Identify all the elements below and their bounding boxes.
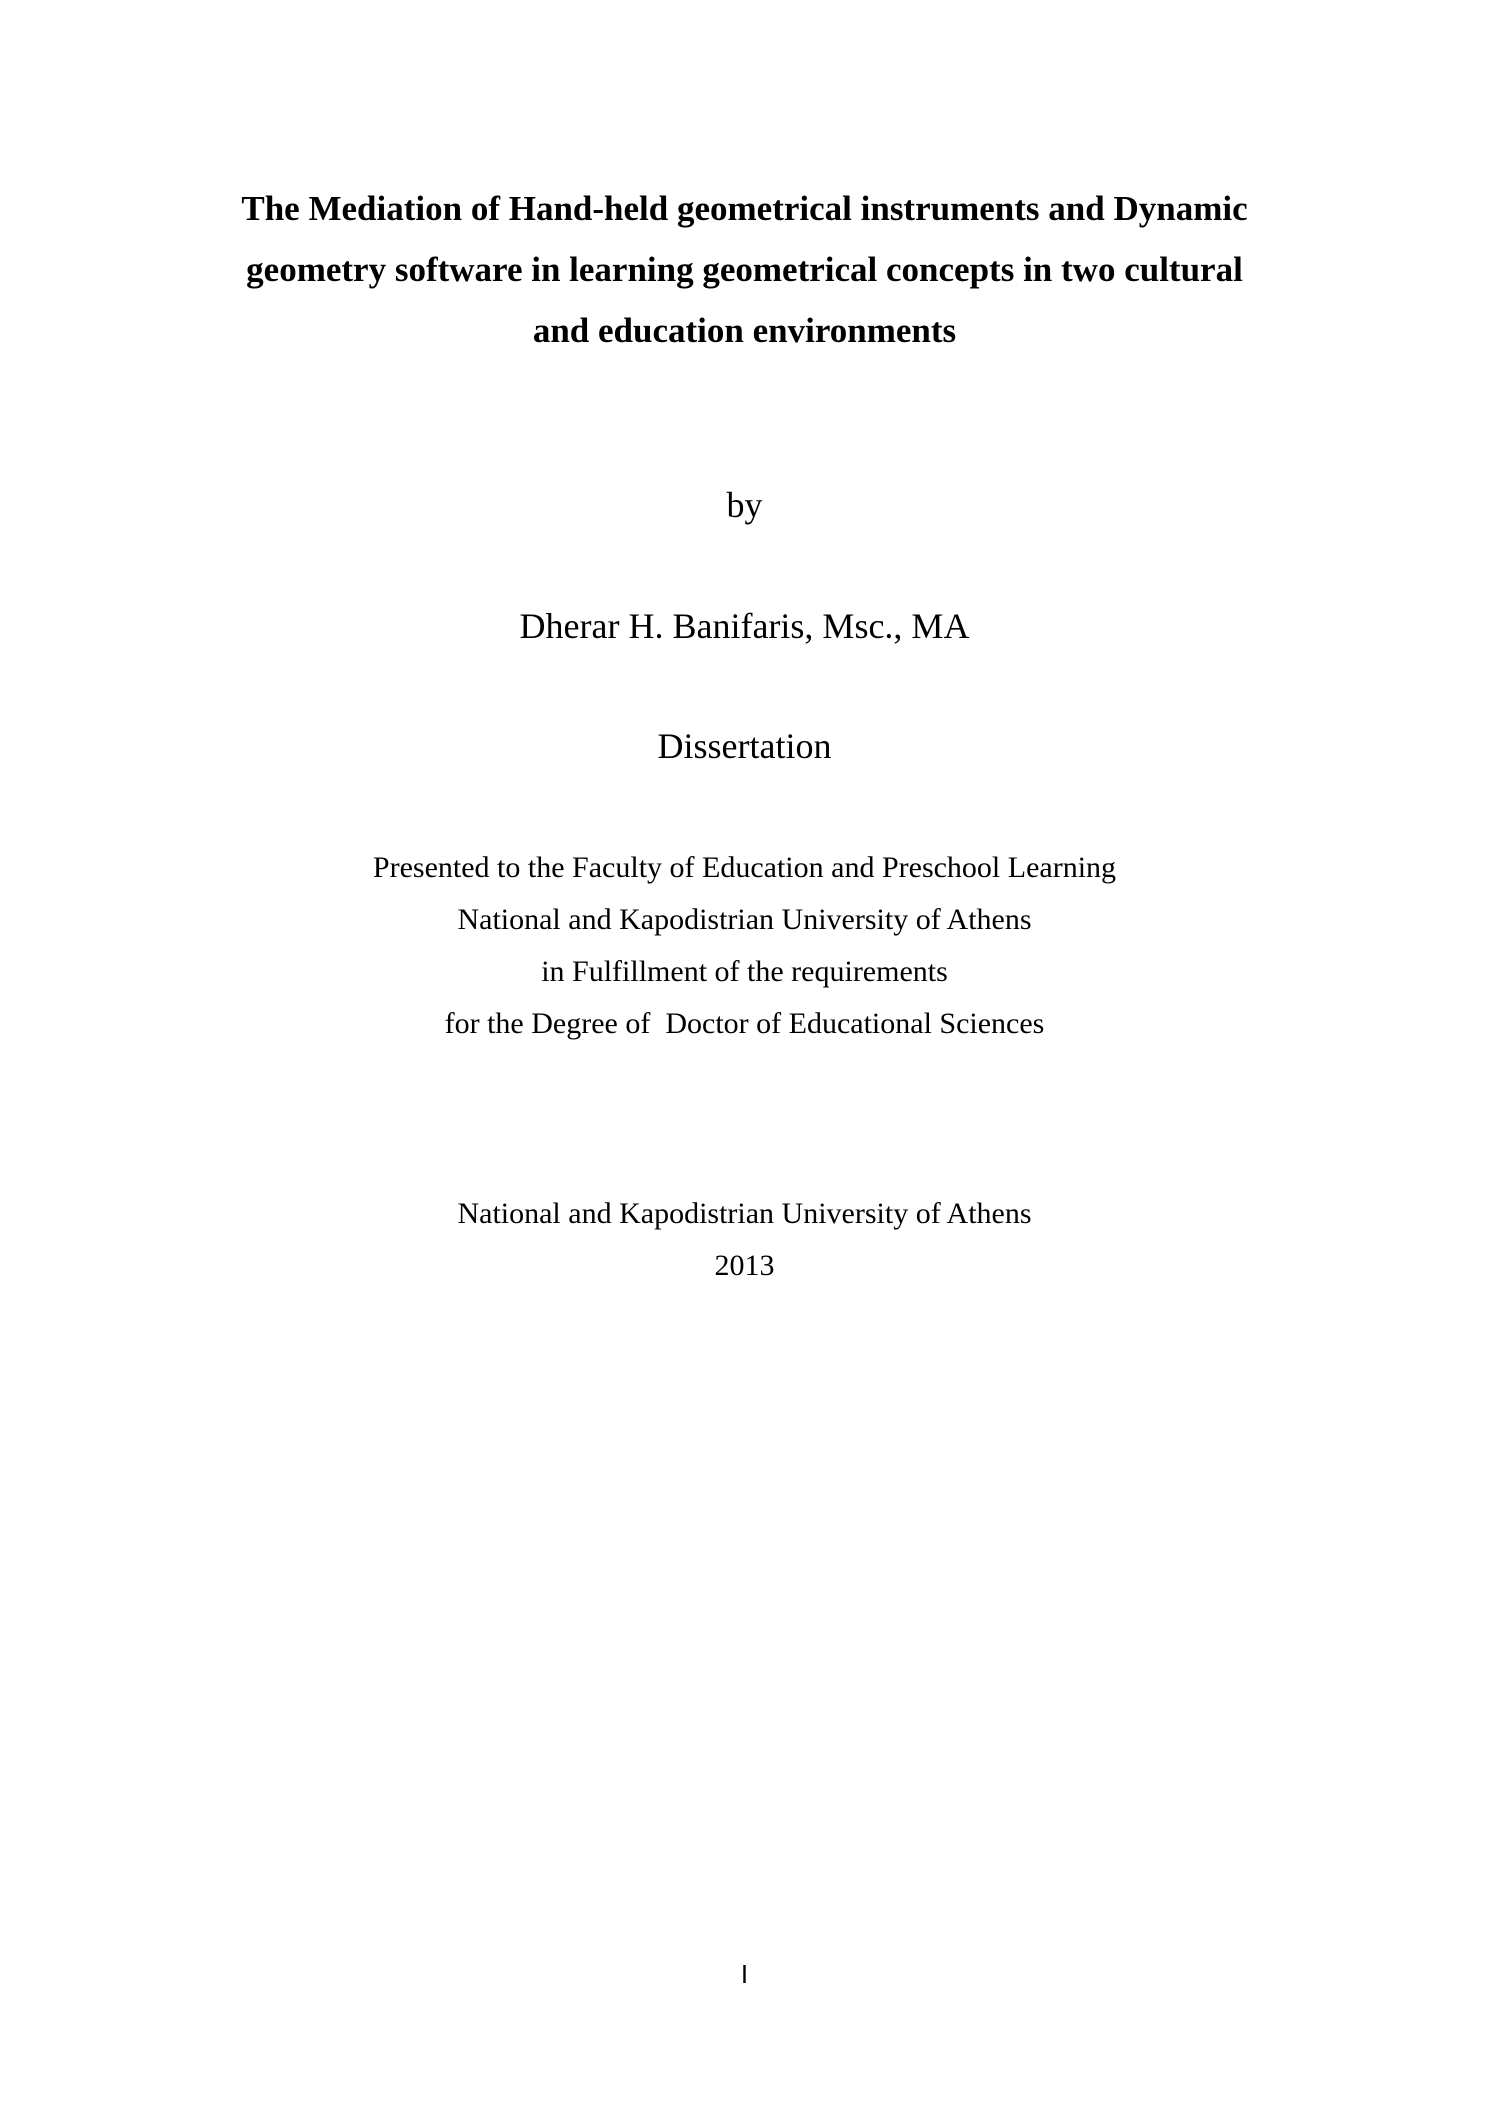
presentation-line-3: in Fulfillment of the requirements (541, 955, 948, 988)
author-name: Dherar H. Banifaris, Msc., MA (519, 606, 970, 646)
presentation-line-1: Presented to the Faculty of Education and Preschool Learning (372, 851, 1117, 884)
institution-block (0, 1188, 1489, 1292)
dissertation-title (0, 178, 1489, 361)
title-line-2: geometry software in learning geometrical concepts in two cultural (246, 250, 1243, 289)
institution-name: National and Kapodistrian University of Athens (457, 1197, 1032, 1230)
title-line-3: and education environments (532, 311, 957, 350)
by-label: by (726, 485, 763, 525)
document-type: Dissertation (657, 726, 832, 766)
page-number: I (740, 1959, 749, 1989)
presentation-line-2: National and Kapodistrian University of Athens (457, 903, 1032, 936)
publication-year: 2013 (714, 1249, 775, 1282)
presentation-statement (0, 842, 1489, 1050)
presentation-line-4: for the Degree of Doctor of Educational Sciences (444, 1007, 1045, 1040)
title-line-1: The Mediation of Hand-held geometrical instruments and Dynamic (241, 189, 1248, 228)
